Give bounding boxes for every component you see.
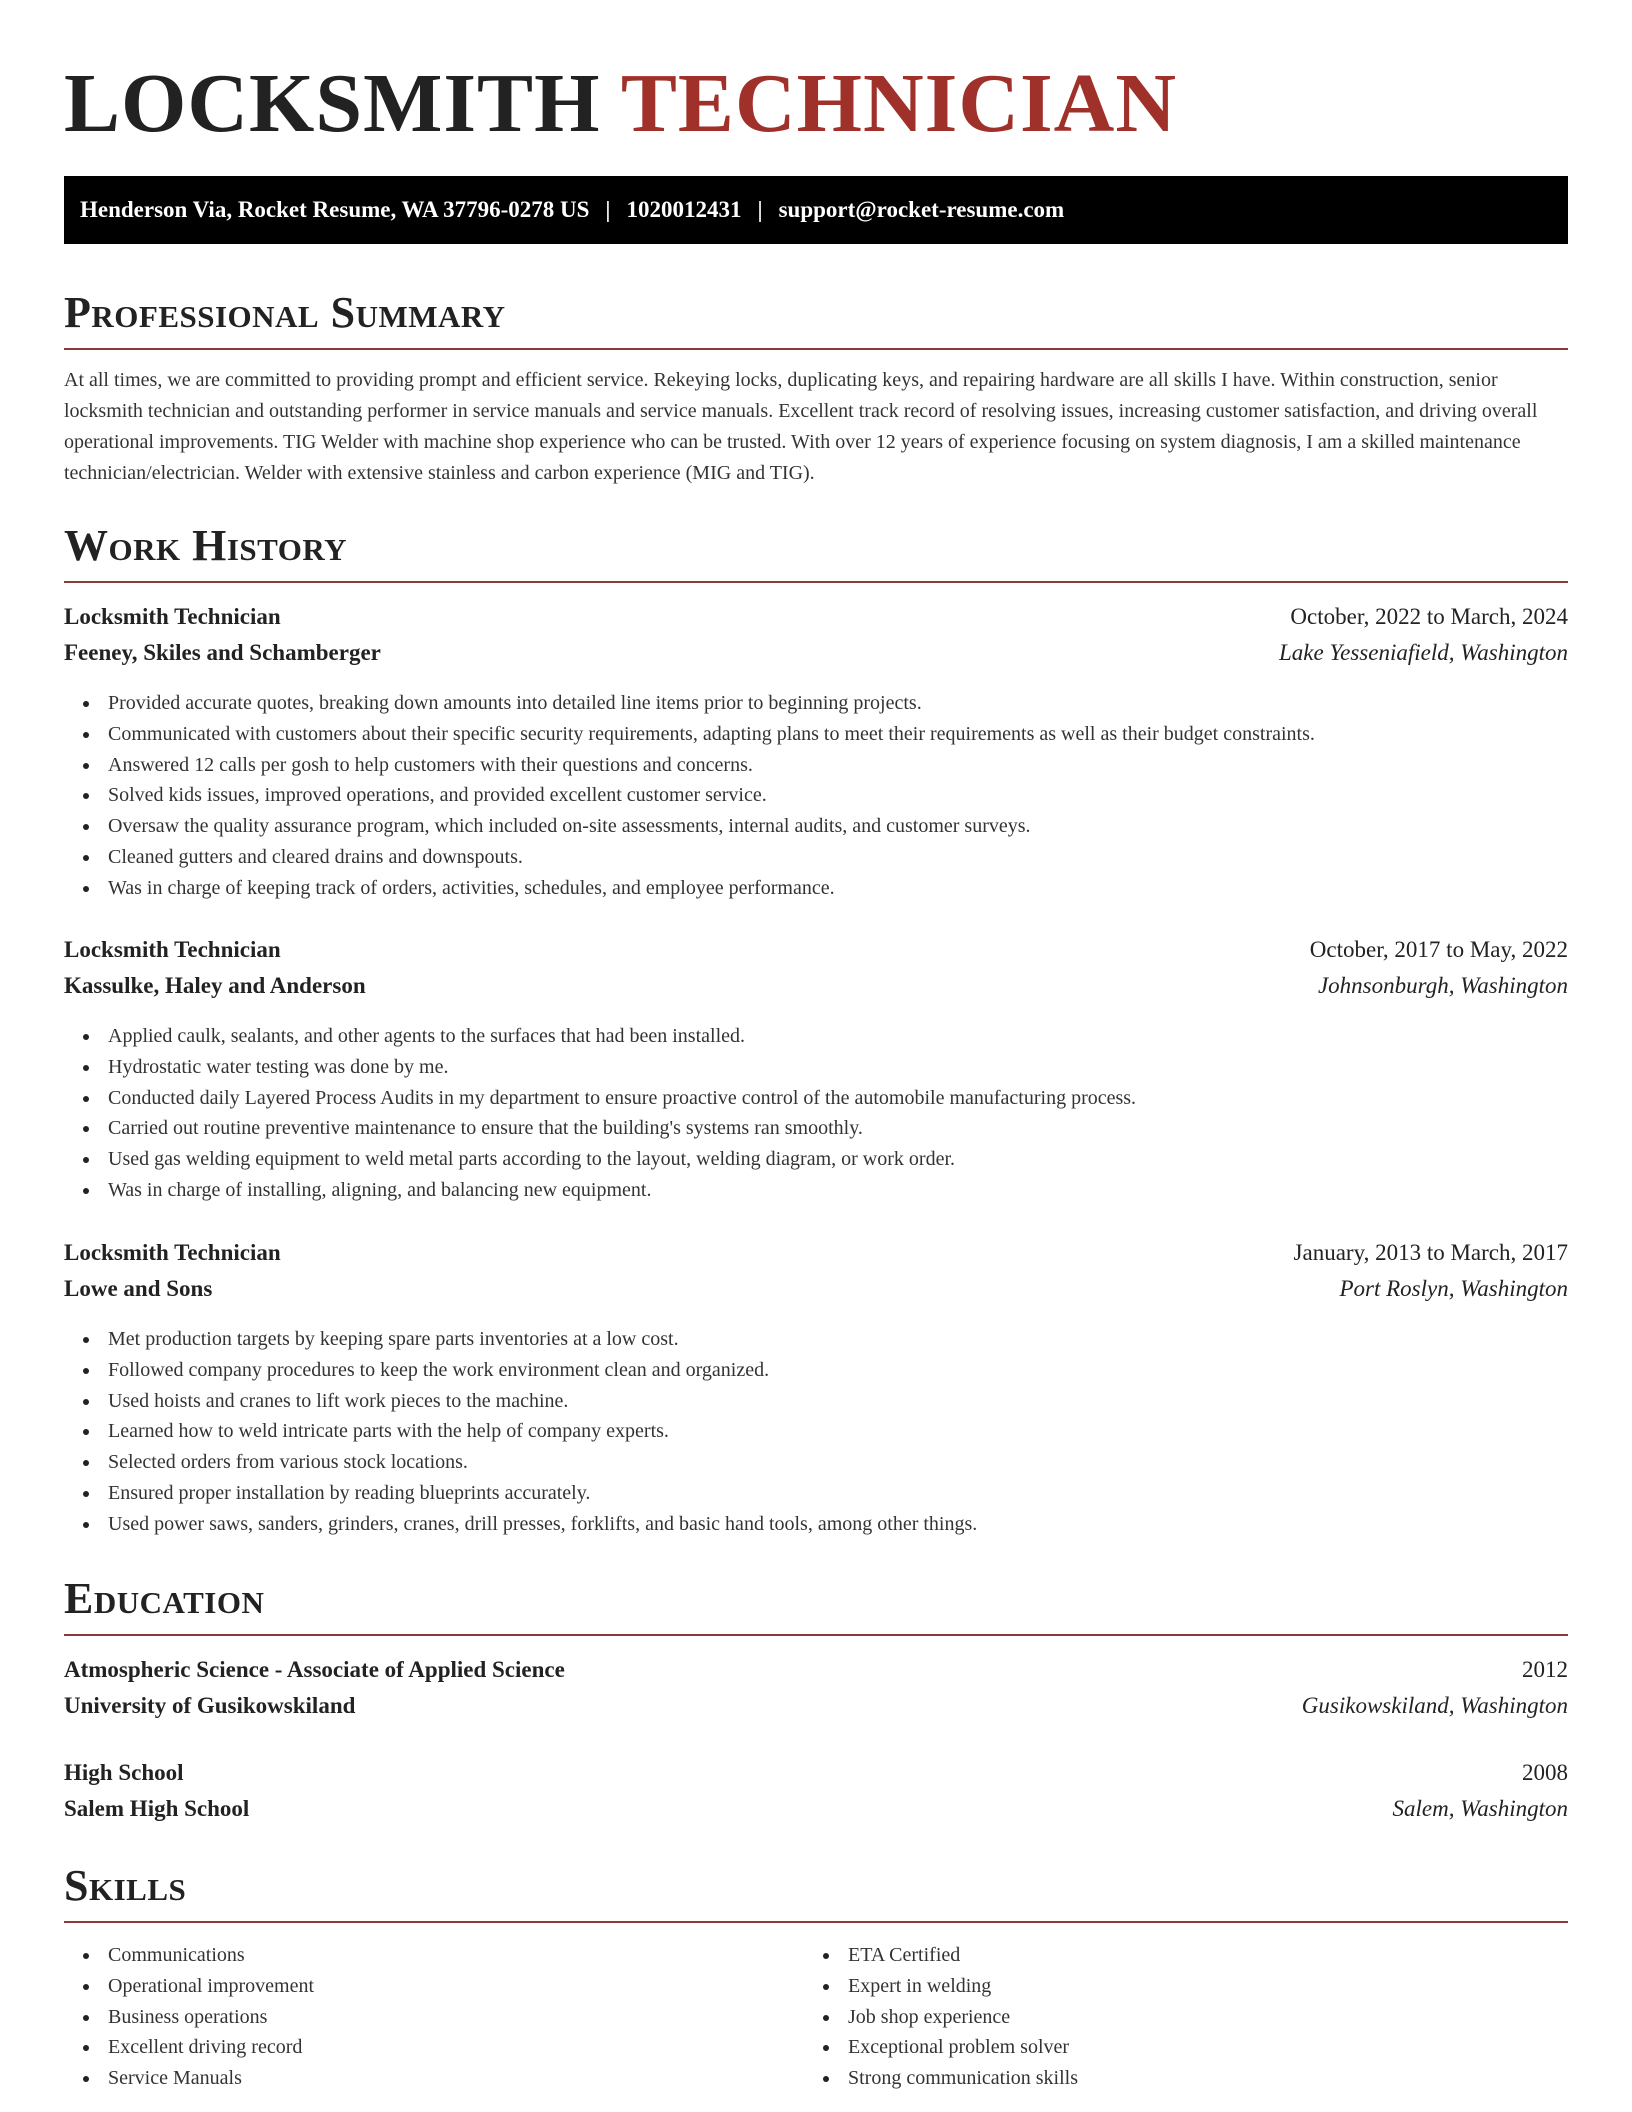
job-location: Johnsonburgh, Washington bbox=[1317, 973, 1568, 998]
education-entry bbox=[64, 1760, 1568, 1832]
skill-item: Exceptional problem solver bbox=[804, 2032, 1544, 2063]
list-item: Solved kids issues, improved operations, and provided excellent customer service. bbox=[64, 780, 1568, 811]
list-item: Used power saws, sanders, grinders, cranes, drill presses, forklifts, and basic hand tools, among other things. bbox=[64, 1509, 1568, 1540]
education-entry bbox=[64, 1657, 1568, 1729]
contact-address: Henderson Via, Rocket Resume, WA 37796-0278 US bbox=[80, 197, 590, 222]
skills-column-right bbox=[804, 1940, 1544, 2094]
education-school: Salem High School bbox=[64, 1796, 250, 1821]
job-company: Feeney, Skiles and Schamberger bbox=[64, 640, 381, 665]
resume-name bbox=[64, 56, 1177, 152]
education-school: University of Gusikowskiland bbox=[64, 1693, 356, 1718]
contact-separator: | bbox=[605, 197, 611, 222]
education-degree: High School bbox=[64, 1760, 184, 1785]
job-location: Lake Yesseniafield, Washington bbox=[1278, 640, 1568, 665]
job-role: Locksmith Technician bbox=[64, 937, 281, 962]
job-bullets bbox=[64, 1324, 1568, 1540]
section-title-education: Education bbox=[64, 1574, 265, 1623]
list-item: Carried out routine preventive maintenance to ensure that the building's systems ran smoothly. bbox=[64, 1113, 1568, 1144]
job-location: Port Roslyn, Washington bbox=[1339, 1276, 1568, 1301]
job-dates: October, 2017 to May, 2022 bbox=[1309, 937, 1568, 962]
list-item: Met production targets by keeping spare parts inventories at a low cost. bbox=[64, 1324, 1568, 1355]
skills-column-left bbox=[64, 1940, 804, 2094]
job-bullets bbox=[64, 1021, 1568, 1206]
education-location: Gusikowskiland, Washington bbox=[1301, 1693, 1568, 1718]
job-dates: October, 2022 to March, 2024 bbox=[1290, 604, 1568, 629]
skill-item: Service Manuals bbox=[64, 2063, 804, 2094]
section-divider bbox=[64, 348, 1568, 350]
list-item: Ensured proper installation by reading blueprints accurately. bbox=[64, 1478, 1568, 1509]
skill-item: Excellent driving record bbox=[64, 2032, 804, 2063]
job-dates: January, 2013 to March, 2017 bbox=[1293, 1240, 1568, 1265]
job-role: Locksmith Technician bbox=[64, 1240, 281, 1265]
list-item: Cleaned gutters and cleared drains and downspouts. bbox=[64, 842, 1568, 873]
name-first: LOCKSMITH bbox=[64, 57, 601, 150]
contact-bar bbox=[64, 176, 1568, 244]
skills-list bbox=[64, 1940, 1568, 2094]
skill-item: Job shop experience bbox=[804, 2002, 1544, 2033]
list-item: Hydrostatic water testing was done by me. bbox=[64, 1052, 1568, 1083]
list-item: Used gas welding equipment to weld metal parts according to the layout, welding diagram, or work order. bbox=[64, 1144, 1568, 1175]
list-item: Was in charge of keeping track of orders, activities, schedules, and employee performance. bbox=[64, 873, 1568, 904]
list-item: Oversaw the quality assurance program, which included on-site assessments, internal audits, and customer surveys. bbox=[64, 811, 1568, 842]
job-entry bbox=[64, 604, 1568, 904]
education-degree: Atmospheric Science - Associate of Applied Science bbox=[64, 1657, 565, 1682]
contact-phone: 1020012431 bbox=[626, 197, 742, 222]
job-entry bbox=[64, 937, 1568, 1206]
job-bullets bbox=[64, 688, 1568, 904]
job-role: Locksmith Technician bbox=[64, 604, 281, 629]
summary-text: At all times, we are committed to providing prompt and efficient service. Rekeying locks, duplicating keys, and repairing hardware are all skills I have. Within construction, senior locksmith technician and outstanding performer in service manuals and service manuals. Excellent track record of resolving issues, increasing customer satisfaction, and driving overall operational improvements. TIG Welder with machine shop experience who can be trusted. With over 12 years of experience focusing on system diagnosis, I am a skilled maintenance technician/electrician. Welder with extensive stainless and carbon experience (MIG and TIG). bbox=[64, 369, 1538, 484]
name-last: TECHNICIAN bbox=[620, 57, 1177, 150]
section-title-skills: Skills bbox=[64, 1861, 187, 1910]
list-item: Conducted daily Layered Process Audits in my department to ensure proactive control of the automobile manufacturing process. bbox=[64, 1083, 1568, 1114]
job-entry bbox=[64, 1240, 1568, 1540]
skill-item: Expert in welding bbox=[804, 1971, 1544, 2002]
education-location: Salem, Washington bbox=[1392, 1796, 1568, 1821]
list-item: Used hoists and cranes to lift work pieces to the machine. bbox=[64, 1386, 1568, 1417]
skill-item: Communications bbox=[64, 1940, 804, 1971]
contact-email: support@rocket-resume.com bbox=[778, 197, 1065, 222]
job-company: Kassulke, Haley and Anderson bbox=[64, 973, 366, 998]
list-item: Learned how to weld intricate parts with the help of company experts. bbox=[64, 1416, 1568, 1447]
section-title-summary: Professional Summary bbox=[64, 288, 506, 337]
section-divider bbox=[64, 1921, 1568, 1923]
contact-separator: | bbox=[757, 197, 763, 222]
list-item: Applied caulk, sealants, and other agents to the surfaces that had been installed. bbox=[64, 1021, 1568, 1052]
list-item: Communicated with customers about their specific security requirements, adapting plans to meet their requirements as well as their budget constraints. bbox=[64, 719, 1568, 750]
education-year: 2008 bbox=[1522, 1760, 1568, 1785]
list-item: Followed company procedures to keep the work environment clean and organized. bbox=[64, 1355, 1568, 1386]
section-divider bbox=[64, 1634, 1568, 1636]
list-item: Selected orders from various stock locations. bbox=[64, 1447, 1568, 1478]
education-year: 2012 bbox=[1522, 1657, 1568, 1682]
job-company: Lowe and Sons bbox=[64, 1276, 213, 1301]
skill-item: Operational improvement bbox=[64, 1971, 804, 2002]
skill-item: ETA Certified bbox=[804, 1940, 1544, 1971]
list-item: Was in charge of installing, aligning, and balancing new equipment. bbox=[64, 1175, 1568, 1206]
skill-item: Business operations bbox=[64, 2002, 804, 2033]
skill-item: Strong communication skills bbox=[804, 2063, 1544, 2094]
section-divider bbox=[64, 581, 1568, 583]
section-title-work-history: Work History bbox=[64, 521, 348, 570]
list-item: Provided accurate quotes, breaking down amounts into detailed line items prior to beginning projects. bbox=[64, 688, 1568, 719]
list-item: Answered 12 calls per gosh to help customers with their questions and concerns. bbox=[64, 750, 1568, 781]
